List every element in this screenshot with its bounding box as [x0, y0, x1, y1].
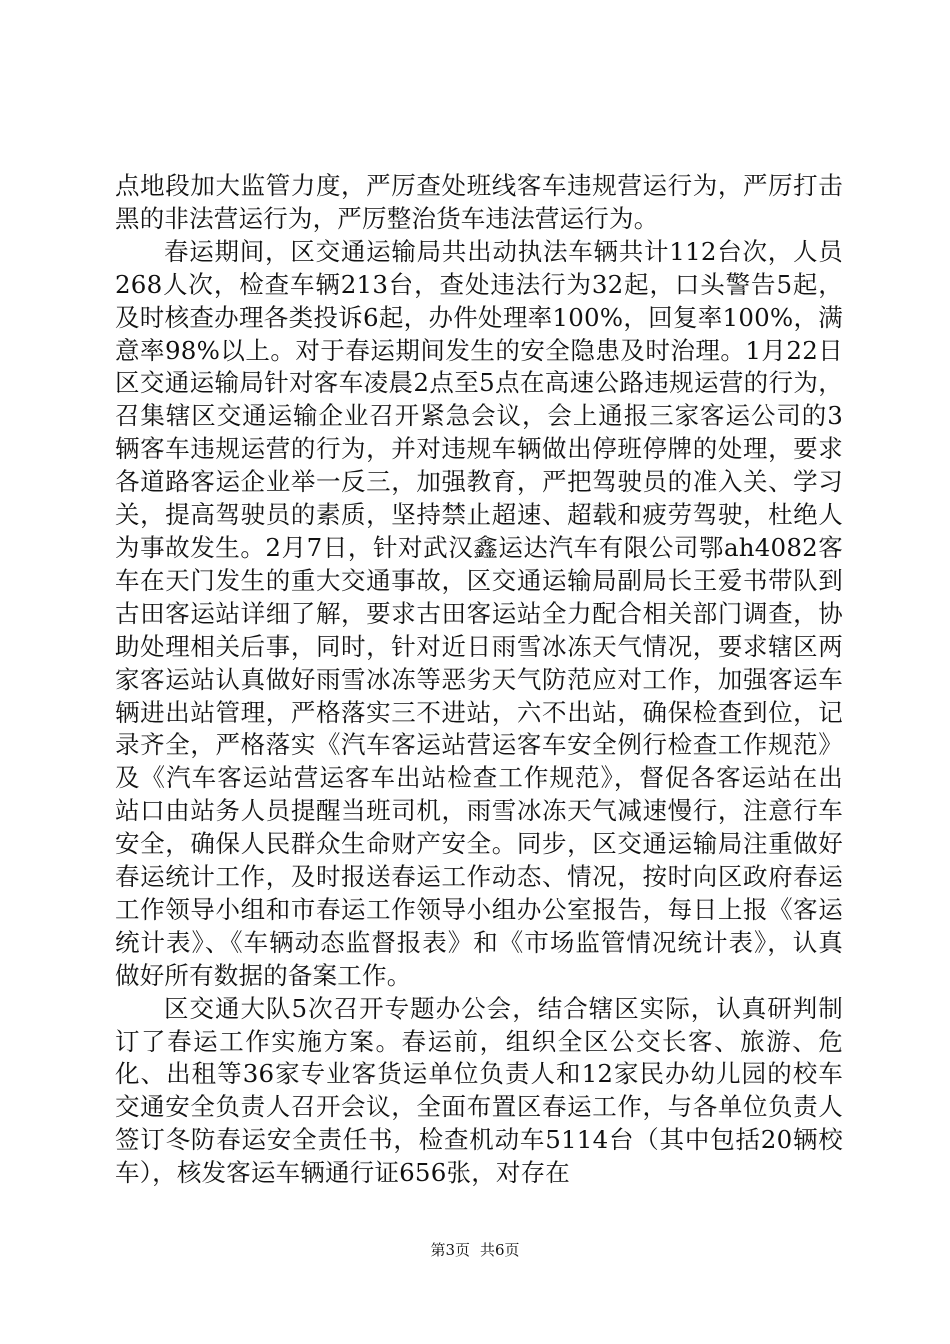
page-number-current: 第3页: [430, 1241, 470, 1259]
page-footer: [0, 1240, 950, 1260]
page-number-total: 共6页: [480, 1241, 520, 1259]
paragraph-spring-transport-enforcement: 春运期间，区交通运输局共出动执法车辆共计112台次，人员268人次，检查车辆213台，查处违法行为32起，口头警告5起，及时核查办理各类投诉6起，办件处理率100%，回复率100%，满意率98%以上。对于春运期间发生的安全隐患及时治理。1月22日区交通运输局针对客车凌晨2点至5点在高速公路违规运营的行为，召集辖区交通运输企业召开紧急会议，会上通报三家客运公司的3辆客车违规运营的行为，并对违规车辆做出停班停牌的处理，要求各道路客运企业举一反三，加强教育，严把驾驶员的准入关、学习关，提高驾驶员的素质，坚持禁止超速、超载和疲劳驾驶，杜绝人为事故发生。2月7日，针对武汉鑫运达汽车有限公司鄂ah4082客车在天门发生的重大交通事故，区交通运输局副局长王爱书带队到古田客运站详细了解，要求古田客运站全力配合相关部门调查，协助处理相关后事，同时，针对近日雨雪冰冻天气情况，要求辖区两家客运站认真做好雨雪冰冻等恶劣天气防范应对工作，加强客运车辆进出站管理，严格落实三不进站，六不出站，确保检查到位，记录齐全，严格落实《汽车客运站营运客车安全例行检查工作规范》及《汽车客运站营运客车出站检查工作规范》，督促各客运站在出站口由站务人员提醒当班司机，雨雪冰冻天气减速慢行，注意行车安全，确保人民群众生命财产安全。同步，区交通运输局注重做好春运统计工作，及时报送春运工作动态、情况，按时向区政府春运工作领导小组和市春运工作领导小组办公室报告，每日上报《客运统计表》、《车辆动态监督报表》和《市场监管情况统计表》，认真做好所有数据的备案工作。: [115, 236, 843, 990]
paragraph-traffic-brigade: 区交通大队5次召开专题办公会，结合辖区实际，认真研判制订了春运工作实施方案。春运前，组织全区公交长客、旅游、危化、出租等36家专业客货运单位负责人和12家民办幼儿园的校车交通安全负责人召开会议，全面布置区春运工作，与各单位负责人签订冬防春运安全责任书，检查机动车5114台（其中包括20辆校车），核发客运车辆通行证656张，对存在: [115, 993, 843, 1188]
document-body: [115, 170, 843, 1190]
paragraph-continued: 点地段加大监管力度，严厉查处班线客车违规营运行为，严厉打击黑的非法营运行为，严厉整治货车违法营运行为。: [115, 171, 843, 233]
